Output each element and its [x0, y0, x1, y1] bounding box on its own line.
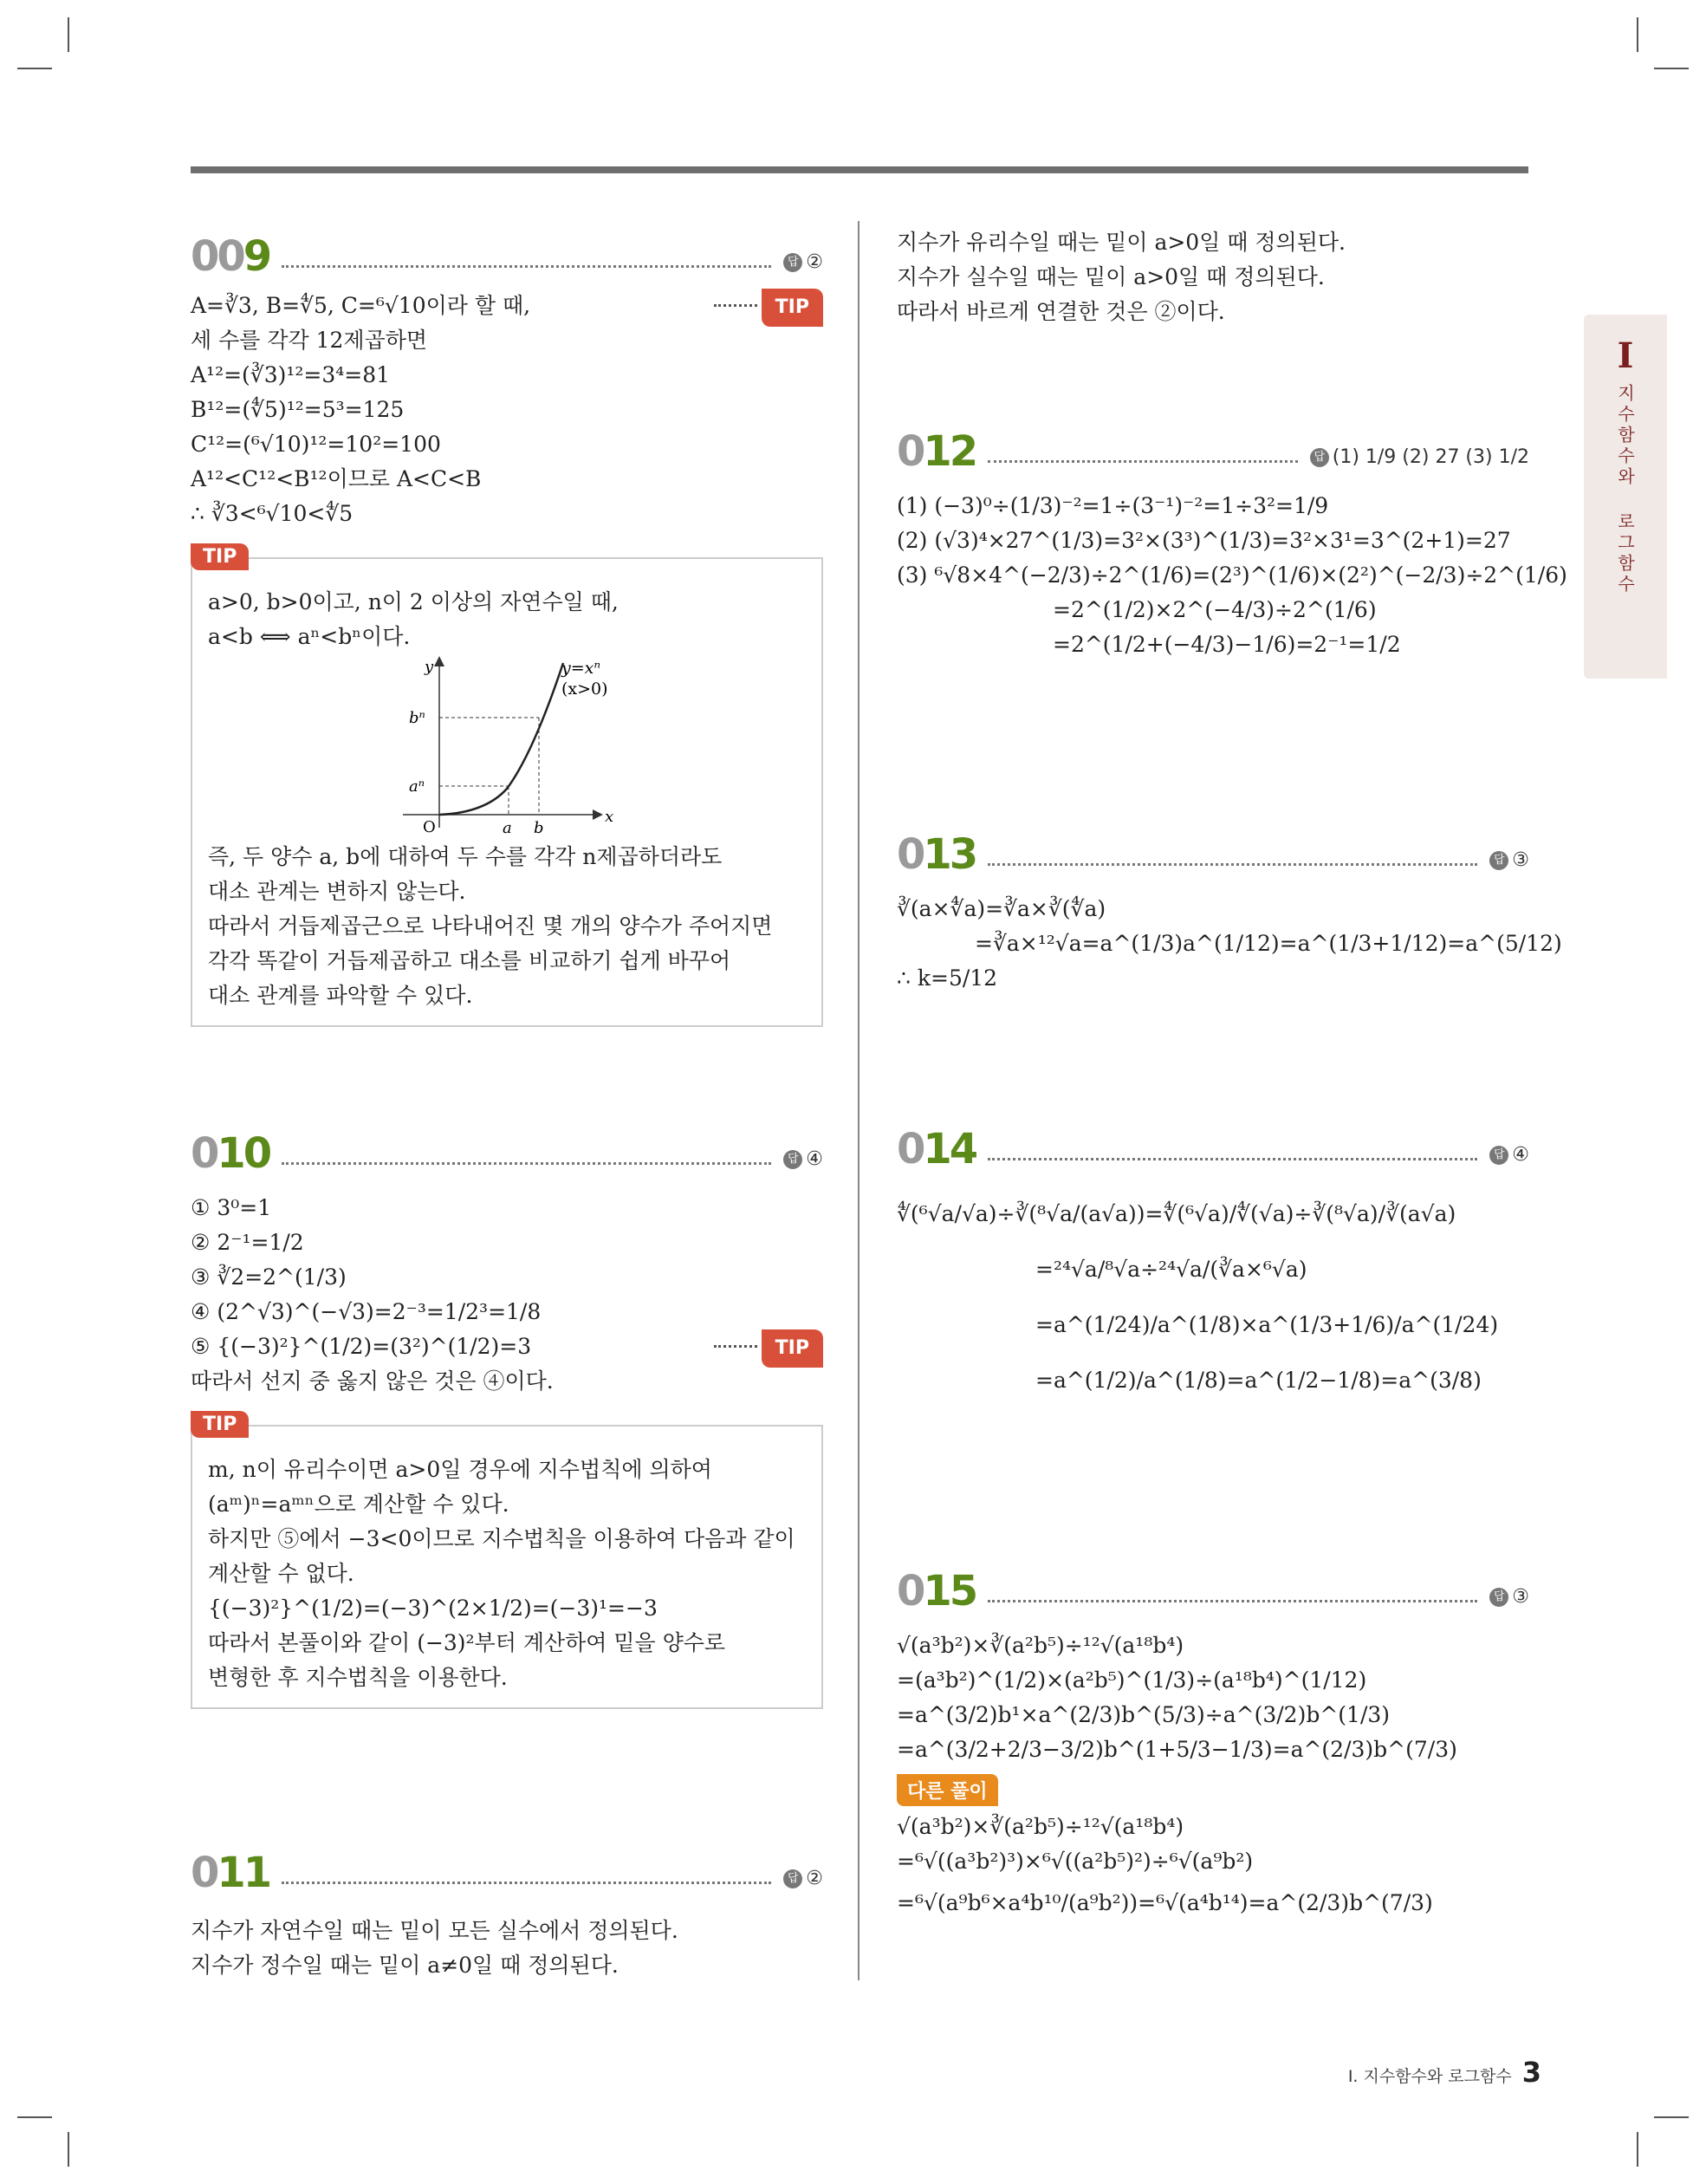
solution-line: √(a³b²)×∛(a²b⁵)÷¹²√(a¹⁸b⁴): [897, 1633, 1184, 1658]
problem-014: [897, 1122, 1529, 1408]
problem-010: [191, 1127, 823, 1709]
problem-header: [897, 828, 1529, 879]
problem-013: [897, 828, 1562, 996]
solution-line: ③ ∛2=2^(1/3): [191, 1264, 347, 1290]
problem-number: 009: [191, 232, 270, 281]
answer-badge-icon: 답: [1310, 448, 1329, 467]
answer: 답 ③: [1489, 849, 1529, 871]
crop-mark: [1637, 2132, 1638, 2167]
leader-dots: [282, 1882, 771, 1884]
crop-mark: [1654, 68, 1689, 69]
solution-line: ∴ k=5/12: [897, 965, 998, 991]
solution-line: A=∛3, B=∜5, C=⁶√10이라 할 때, TIP: [191, 289, 823, 323]
solution-line: A¹²=(∛3)¹²=3⁴=81: [191, 362, 391, 387]
an-label: aⁿ: [409, 777, 425, 796]
solution-line: 지수가 실수일 때는 밑이 a>0일 때 정의된다.: [897, 264, 1325, 289]
solution-line: 따라서 선지 중 옳지 않은 것은 ④이다.: [191, 1368, 554, 1394]
solution-line: =a^(3/2)b¹×a^(2/3)b^(5/3)÷a^(3/2)b^(1/3): [897, 1702, 1391, 1727]
solution-line: 따라서 바르게 연결한 것은 ②이다.: [897, 299, 1225, 324]
solution-line: 세 수를 각각 12제곱하면: [191, 328, 428, 353]
leader-dots: [714, 304, 757, 307]
curve-y-xn: [439, 663, 563, 815]
answer: 답 ④: [1489, 1144, 1529, 1166]
answer: 답 ④: [783, 1148, 823, 1170]
answer: 답 ②: [783, 251, 823, 273]
solution-line: ② 2⁻¹=1/2: [191, 1230, 304, 1255]
x-axis-label: x: [605, 808, 614, 826]
tip-line: 각각 똑같이 거듭제곱하고 대소를 비교하기 쉽게 바꾸어: [208, 948, 731, 973]
solution-line: =∛a×¹²√a=a^(1/3)a^(1/12)=a^(1/3+1/12)=a^(5/12): [975, 931, 1562, 956]
problem-header: [897, 425, 1529, 476]
footer-section: I. 지수함수와 로그함수: [1347, 2067, 1512, 2086]
tip-box: [191, 1414, 823, 1709]
crop-mark: [1654, 2116, 1689, 2118]
tip-line: (aᵐ)ⁿ=aᵐⁿ으로 계산할 수 있다.: [208, 1492, 509, 1517]
a-label: a: [503, 819, 512, 836]
tip-box: [191, 546, 823, 1027]
leader-dots: [988, 1600, 1477, 1602]
problem-number: 012: [897, 427, 976, 476]
tip-label: TIP: [191, 543, 249, 570]
tip-line: 대소 관계를 파악할 수 있다.: [208, 983, 473, 1008]
column-divider: [858, 221, 859, 1980]
leader-dots: [988, 863, 1477, 866]
tip-line: 계산할 수 없다.: [208, 1561, 354, 1586]
alternative-solution-tag: 다른 풀이: [897, 1774, 998, 1806]
tip-line: 따라서 본풀이와 같이 (−3)²부터 계산하여 밑을 양수로: [208, 1630, 726, 1655]
solution-line: 지수가 유리수일 때는 밑이 a>0일 때 정의된다.: [897, 230, 1346, 255]
answer-badge-icon: 답: [783, 1150, 802, 1169]
tip-tag[interactable]: TIP: [762, 289, 823, 327]
tip-line: {(−3)²}^(1/2)=(−3)^(2×1/2)=(−3)¹=−3: [208, 1596, 658, 1621]
y-axis-label: y: [425, 658, 434, 676]
tip-line: 즉, 두 양수 a, b에 대하여 두 수를 각각 n제곱하더라도: [208, 844, 723, 869]
chapter-title: 지수함수와 로그함수: [1614, 384, 1636, 595]
leader-dots: [988, 460, 1298, 463]
problem-number: 015: [897, 1567, 976, 1615]
answer-badge-icon: 답: [1489, 851, 1508, 870]
problem-number: 013: [897, 830, 976, 879]
problem-header: [191, 1846, 823, 1895]
solution-line: =²⁴√a/⁸√a÷²⁴√a/(∛a×⁶√a): [1035, 1257, 1307, 1282]
tip-line: m, n이 유리수이면 a>0일 경우에 지수법칙에 의하여: [208, 1457, 712, 1482]
leader-dots: [282, 265, 771, 268]
tip-line: 대소 관계는 변하지 않는다.: [208, 879, 466, 904]
solution-line: ① 3⁰=1: [191, 1195, 272, 1220]
solution-line: ⑤ {(−3)²}^(1/2)=(3²)^(1/2)=3 TIP: [191, 1329, 823, 1364]
leader-dots: [714, 1345, 757, 1348]
answer: 답 ②: [783, 1868, 823, 1889]
solution-line: ∜(⁶√a/√a)÷∛(⁸√a/(a√a))=∜(⁶√a)/∜(√a)÷∛(⁸√a)/∛(a√a): [897, 1201, 1456, 1226]
power-function-graph: [208, 654, 806, 836]
page-number: 3: [1521, 2056, 1541, 2089]
solution-line: √(a³b²)×∛(a²b⁵)÷¹²√(a¹⁸b⁴): [897, 1814, 1184, 1839]
solution-line: (1) (−3)⁰÷(1/3)⁻²=1÷(3⁻¹)⁻²=1÷3²=1/9: [897, 493, 1329, 518]
b-label: b: [534, 819, 544, 836]
answer-badge-icon: 답: [783, 1869, 802, 1888]
problem-number: 010: [191, 1129, 270, 1178]
tip-line: a>0, b>0이고, n이 2 이상의 자연수일 때,: [208, 589, 619, 614]
tip-line: 따라서 거듭제곱근으로 나타내어진 몇 개의 양수가 주어지면: [208, 913, 773, 939]
tip-line: 하지만 ⑤에서 −3<0이므로 지수법칙을 이용하여 다음과 같이: [208, 1526, 795, 1551]
problem-header: [191, 1127, 823, 1178]
bn-label: bⁿ: [409, 709, 425, 727]
solution-line: =(a³b²)^(1/2)×(a²b⁵)^(1/3)÷(a¹⁸b⁴)^(1/12): [897, 1667, 1367, 1693]
tip-line: a<b ⟺ aⁿ<bⁿ이다.: [208, 624, 411, 649]
solution-line: 지수가 자연수일 때는 밑이 모든 실수에서 정의된다.: [191, 1918, 678, 1943]
problem-number: 014: [897, 1125, 976, 1173]
problem-011: [191, 1846, 823, 1983]
problem-header: [191, 230, 823, 281]
answer: 답 (1) 1/9 (2) 27 (3) 1/2: [1310, 446, 1529, 468]
solution-line: (2) (√3)⁴×27^(1/3)=3²×(3³)^(1/3)=3²×3¹=3^(2+1)=27: [897, 528, 1511, 553]
solution-line: =⁶√((a³b²)³)×⁶√((a²b⁵)²)÷⁶√(a⁹b²): [897, 1849, 1254, 1874]
curve-label: y=xⁿ: [561, 659, 601, 678]
crop-mark: [1637, 17, 1638, 52]
answer-badge-icon: 답: [783, 253, 802, 272]
solution-line: =a^(1/24)/a^(1/8)×a^(1/3+1/6)/a^(1/24): [1035, 1312, 1499, 1337]
solution-line: 지수가 정수일 때는 밑이 a≠0일 때 정의된다.: [191, 1953, 619, 1978]
answer: 답 ③: [1489, 1586, 1529, 1608]
solution-line: A¹²<C¹²<B¹²이므로 A<C<B: [191, 466, 482, 491]
crop-mark: [17, 68, 52, 69]
solution-line: =2^(1/2+(−4/3)−1/6)=2⁻¹=1/2: [1053, 632, 1401, 657]
problem-011-continued: [897, 225, 1529, 329]
origin-label: O: [423, 818, 436, 836]
answer-badge-icon: 답: [1489, 1146, 1508, 1165]
crop-mark: [17, 2116, 52, 2118]
crop-mark: [68, 2132, 69, 2167]
problem-012: [897, 425, 1567, 662]
solution-line: =a^(3/2+2/3−3/2)b^(1+5/3−1/3)=a^(2/3)b^(7/3): [897, 1737, 1457, 1762]
leader-dots: [282, 1162, 771, 1165]
tip-tag[interactable]: TIP: [762, 1329, 823, 1368]
header-rule: [191, 166, 1528, 173]
solution-line: ④ (2^√3)^(−√3)=2⁻³=1/2³=1/8: [191, 1299, 542, 1324]
solution-line: ∛(a×∜a)=∛a×∛(∜a): [897, 896, 1106, 921]
problem-number: 011: [191, 1849, 270, 1897]
solution-line: =2^(1/2)×2^(−4/3)÷2^(1/6): [1053, 597, 1377, 622]
problem-header: [897, 1122, 1529, 1171]
curve-condition: (x>0): [561, 679, 608, 699]
solution-line: C¹²=(⁶√10)¹²=10²=100: [191, 432, 441, 457]
solution-line: B¹²=(∜5)¹²=5³=125: [191, 397, 405, 422]
problem-header: [897, 1564, 1529, 1613]
solution-line: =a^(1/2)/a^(1/8)=a^(1/2−1/8)=a^(3/8): [1035, 1368, 1482, 1393]
tip-label: TIP: [191, 1411, 249, 1438]
leader-dots: [988, 1158, 1477, 1160]
page-footer: [1348, 2056, 1541, 2089]
tip-line: 변형한 후 지수법칙을 이용한다.: [208, 1665, 508, 1690]
problem-015: [897, 1564, 1529, 1927]
problem-009: [191, 230, 823, 1027]
solution-line: =⁶√(a⁹b⁶×a⁴b¹⁰/(a⁹b²))=⁶√(a⁴b¹⁴)=a^(2/3)b^(7/3): [897, 1890, 1433, 1915]
solution-line: (3) ⁶√8×4^(−2/3)÷2^(1/6)=(2³)^(1/6)×(2²)^(−2/3)÷2^(1/6): [897, 562, 1567, 588]
chapter-tab[interactable]: [1584, 315, 1667, 679]
chapter-numeral: I: [1617, 335, 1634, 376]
solution-line: ∴ ∛3<⁶√10<∜5: [191, 501, 354, 526]
answer-badge-icon: 답: [1489, 1588, 1508, 1607]
crop-mark: [68, 17, 69, 52]
